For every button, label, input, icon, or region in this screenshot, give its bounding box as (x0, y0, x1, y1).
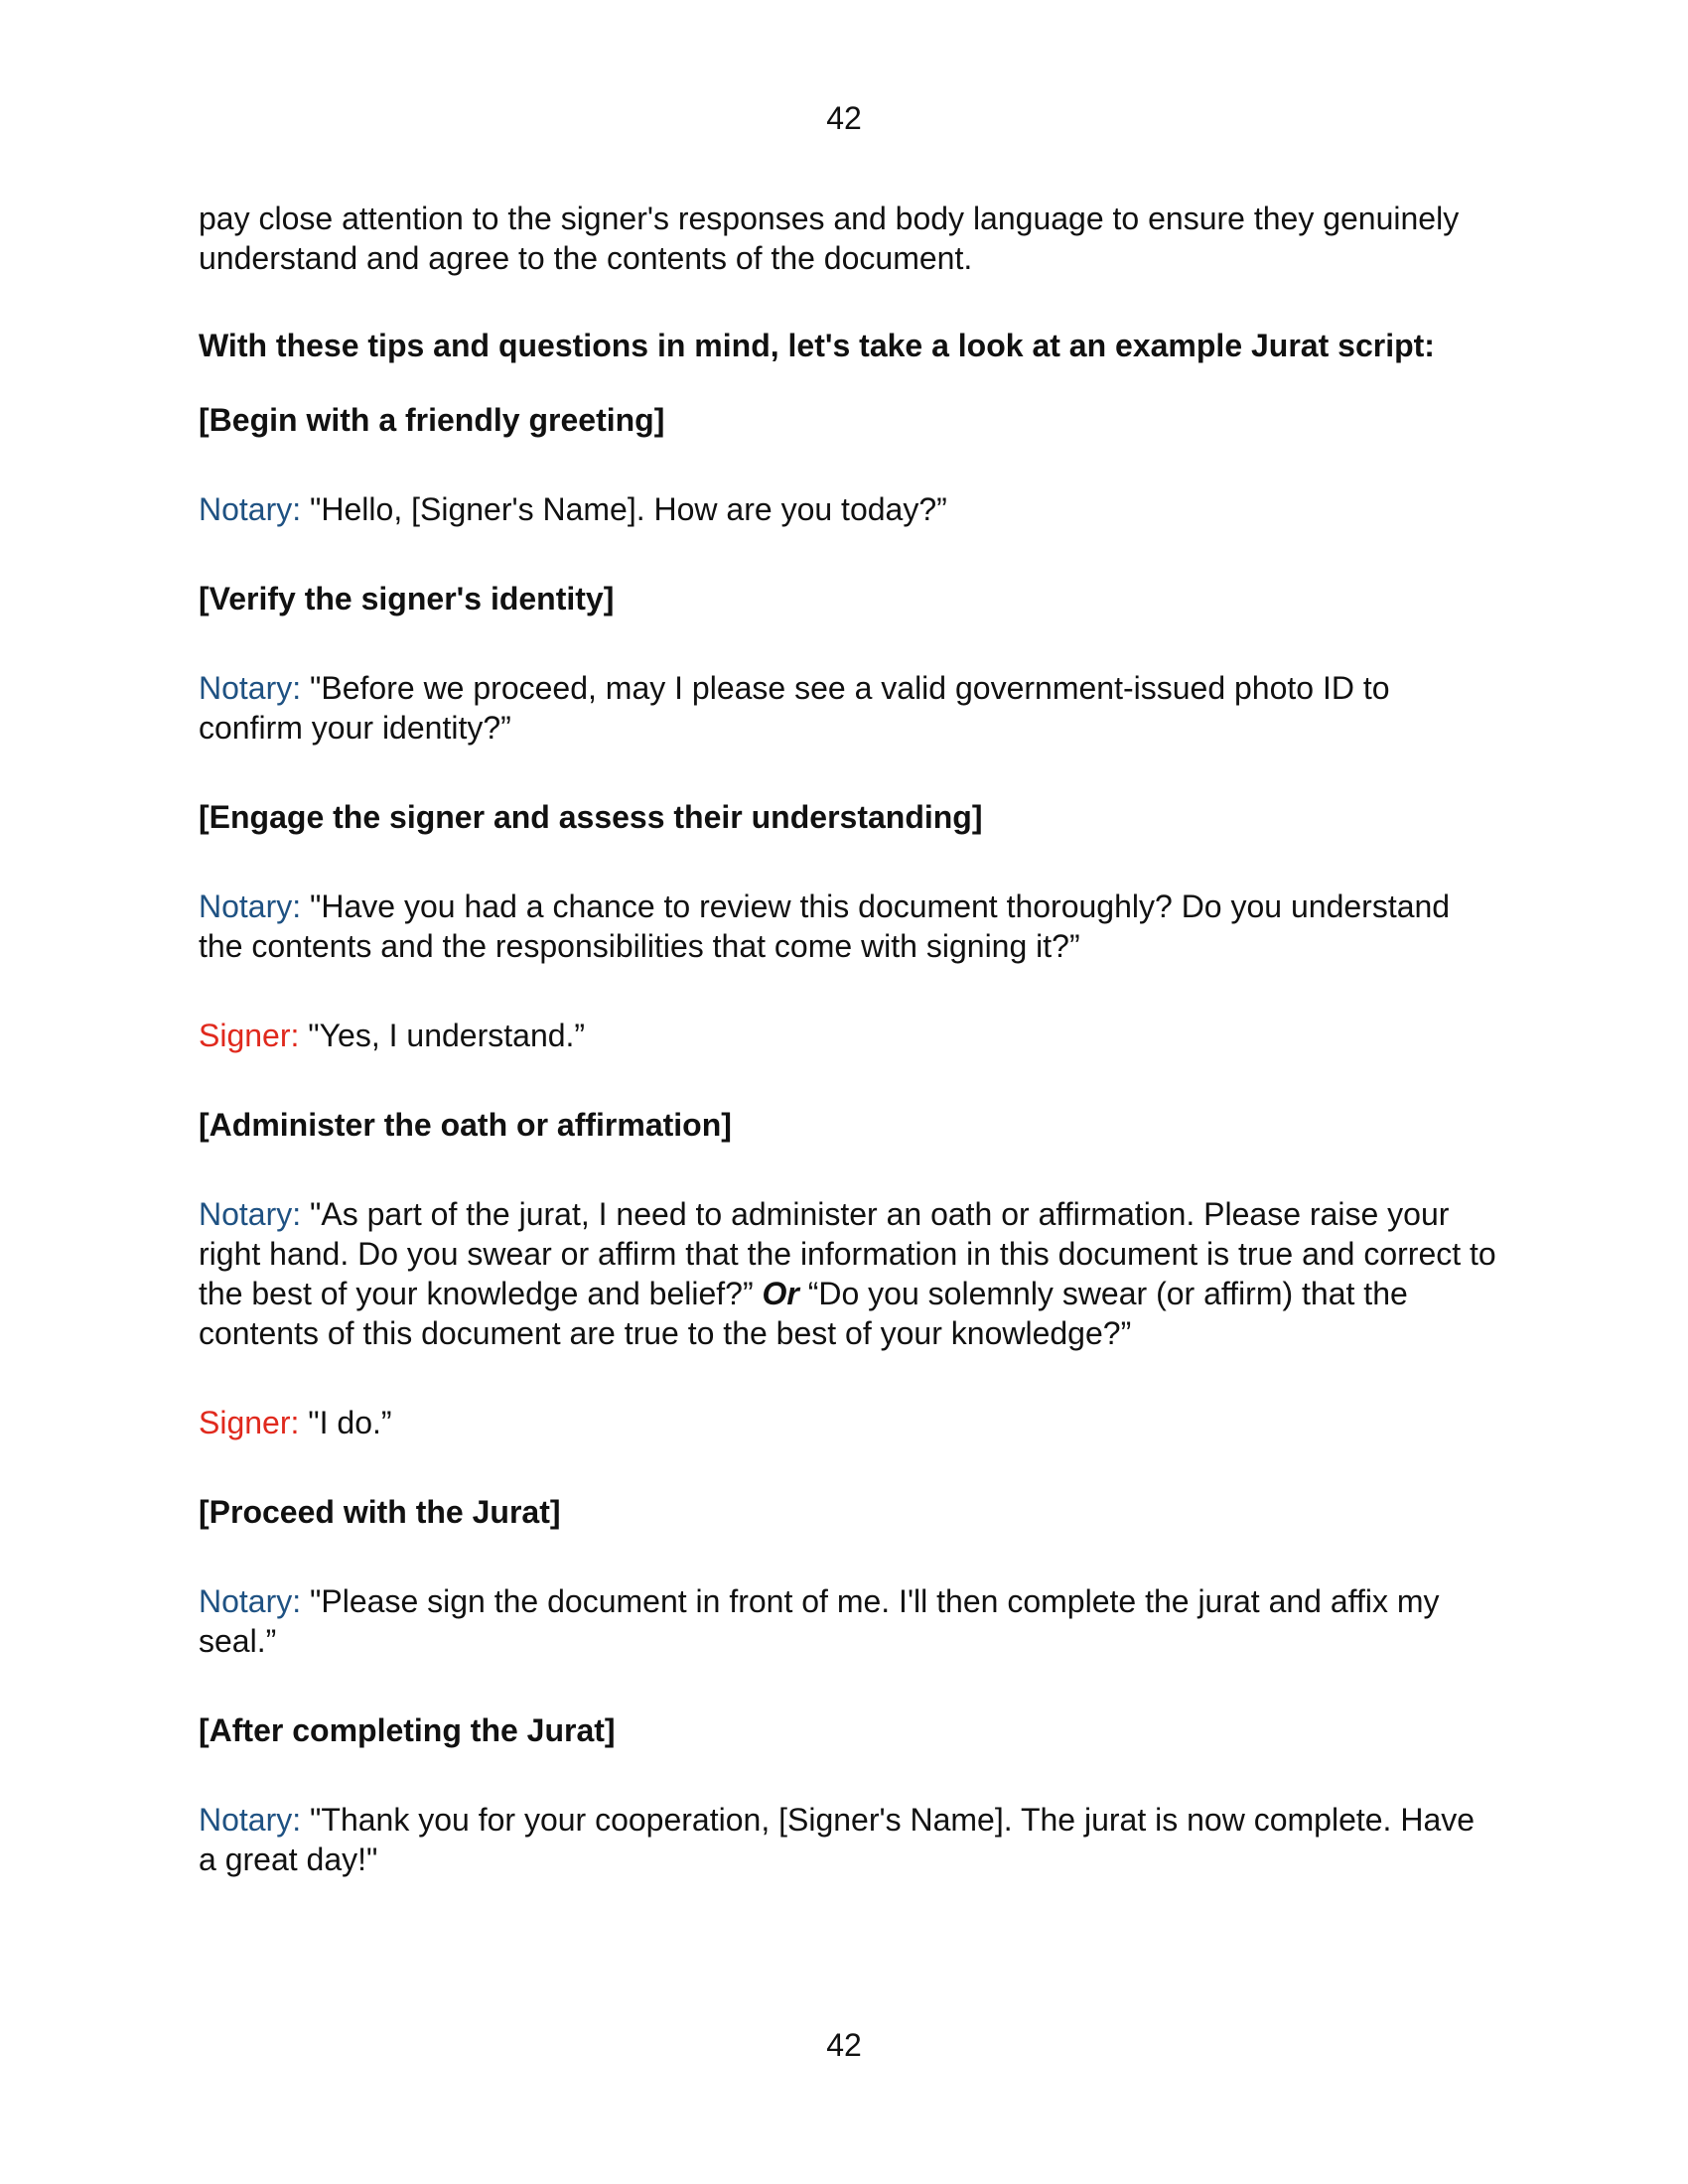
script-line-notary (199, 668, 1499, 748)
speaker-label-notary: Notary: (199, 888, 302, 924)
dialogue-text: "Please sign the document in front of me. I'll then complete the jurat and affix my seal.” (199, 1583, 1440, 1659)
script-line-notary (199, 1194, 1499, 1353)
speaker-label-notary: Notary: (199, 491, 302, 527)
dialogue-text: "As part of the jurat, I need to administer an oath or affirmation. Please raise your right hand. Do you swear or affirm that the information in this document is true and correct to the best of your knowledge and belief?” (199, 1196, 1496, 1311)
dialogue-text: "Before we proceed, may I please see a valid government-issued photo ID to confirm your identity?” (199, 670, 1390, 746)
page-number-top: 42 (826, 100, 862, 136)
dialogue-text: "Have you had a chance to review this document thoroughly? Do you understand the contents and the responsibilities that come with signing it?” (199, 888, 1451, 964)
section-heading-after: [After completing the Jurat] (199, 1712, 616, 1748)
dialogue-text: "Yes, I understand.” (299, 1018, 586, 1053)
dialogue-text: "I do.” (299, 1405, 392, 1440)
script-line-notary (199, 887, 1499, 966)
section-heading-engage-signer: [Engage the signer and assess their understanding] (199, 799, 983, 835)
or-emphasis: Or (762, 1276, 799, 1311)
dialogue-text: "Hello, [Signer's Name]. How are you today?” (301, 491, 947, 527)
speaker-label-notary: Notary: (199, 1802, 302, 1838)
script-line-signer (199, 1403, 1499, 1442)
speaker-label-notary: Notary: (199, 1196, 302, 1232)
lead-heading: With these tips and questions in mind, let's take a look at an example Jurat script: (199, 328, 1435, 363)
script-line-signer (199, 1016, 1499, 1055)
section-heading-proceed: [Proceed with the Jurat] (199, 1494, 561, 1530)
intro-paragraph: pay close attention to the signer's responses and body language to ensure they genuinely understand and agree to the contents of the document. (199, 201, 1460, 276)
speaker-label-notary: Notary: (199, 670, 302, 706)
script-line-notary (199, 489, 1499, 529)
document-body (199, 199, 1499, 1879)
speaker-label-signer: Signer: (199, 1405, 300, 1440)
section-heading-oath: [Administer the oath or affirmation] (199, 1107, 732, 1143)
dialogue-text-alternate: “Do you solemnly swear (or affirm) that the contents of this document are true to the best of your knowledge?” (199, 1276, 1408, 1351)
page-number-bottom: 42 (826, 2027, 862, 2063)
script-line-notary (199, 1800, 1499, 1879)
script-line-notary (199, 1581, 1499, 1661)
section-heading-verify-identity: [Verify the signer's identity] (199, 581, 615, 616)
speaker-label-signer: Signer: (199, 1018, 300, 1053)
dialogue-text: "Thank you for your cooperation, [Signer's Name]. The jurat is now complete. Have a great day!" (199, 1802, 1476, 1877)
section-heading-greeting: [Begin with a friendly greeting] (199, 402, 665, 438)
speaker-label-notary: Notary: (199, 1583, 302, 1619)
